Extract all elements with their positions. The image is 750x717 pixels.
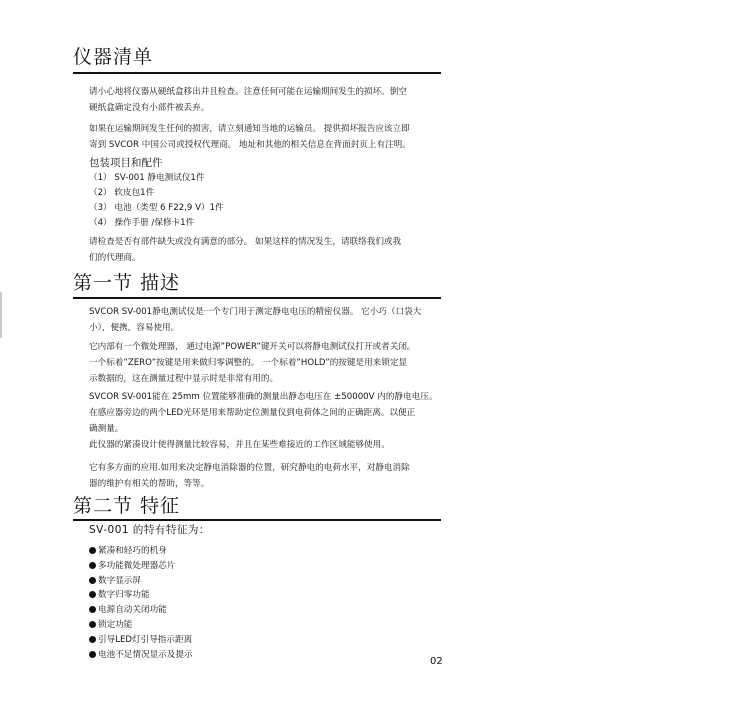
packing-paragraph-2 xyxy=(89,121,446,153)
section-title-packing: 仪器清单 xyxy=(73,46,154,68)
bullet-icon xyxy=(89,651,96,658)
feature-item xyxy=(89,588,389,603)
section-title-description: 第一节 描述 xyxy=(73,272,181,294)
packing-list xyxy=(89,156,446,231)
text-line: 硬纸盒确定没有小部件被丢弃。 xyxy=(89,103,210,113)
packing-list-title: 包装项目和配件 xyxy=(89,157,163,169)
feature-item xyxy=(89,618,389,633)
text-line: 在感应器旁边的两个LED光环是用来帮助定位测量仪到电荷体之间的正确距离。以便正 xyxy=(89,408,416,418)
description-paragraph-5 xyxy=(89,460,446,492)
feature-item xyxy=(89,559,389,574)
feature-item xyxy=(89,574,389,589)
bullet-icon xyxy=(89,591,96,598)
text-line: 寄到 SVCOR 中国公司或授权代理商。 地址和其他的相关信息在背面封页上有注明。 xyxy=(89,140,411,150)
packing-paragraph-1 xyxy=(89,84,446,116)
text-line: 请小心地将仪器从硬纸盒移出并且检查。注意任何可能在运输期间发生的损坏。倒空 xyxy=(89,87,407,97)
list-item: （1） SV-001 静电测试仪1件 xyxy=(89,173,205,183)
feature-text: 电源自动关闭功能 xyxy=(98,605,167,616)
text-line: 们的代理商。 xyxy=(89,253,141,263)
feature-text: 多功能微处理器芯片 xyxy=(98,560,176,571)
bullet-icon xyxy=(89,547,96,554)
text-line: 如果在运输期间发生任何的损害，请立刻通知当地的运输员。 提供损坏报告应该立即 xyxy=(89,124,410,134)
feature-text: 数字显示屏 xyxy=(98,575,141,586)
feature-text: 引导LED灯引导指示距离 xyxy=(98,634,193,645)
feature-text: 电池不足情况显示及提示 xyxy=(98,649,193,660)
feature-item xyxy=(89,648,389,663)
feature-text: 紧凑和轻巧的机身 xyxy=(98,546,167,556)
text-line: SVCOR SV-001能在 25mm 位置能够准确的测量出静态电压在 ±50000V 内的静电电压。 xyxy=(89,392,438,402)
text-line: 它内部有一个微处理器， 通过电源”POWER”键开关可以将静电测试仪打开或者关闭。 xyxy=(89,342,416,352)
text-line: 确测量。 xyxy=(89,424,124,434)
feature-item xyxy=(89,603,389,618)
section-rule xyxy=(73,72,441,74)
text-line: SVCOR SV-001静电测试仪是一个专门用于测定静电电压的精密仪器。 它小巧（口袋大 xyxy=(89,307,422,317)
page-edge-mark xyxy=(0,292,2,338)
page-number: 02 xyxy=(430,656,443,667)
feature-text: 锁定功能 xyxy=(98,619,133,630)
bullet-icon xyxy=(89,577,96,584)
section-title-features: 第二节 特征 xyxy=(73,495,181,517)
text-line: 示数据的，这在测量过程中显示时是非常有用的。 xyxy=(89,374,279,384)
section-rule xyxy=(73,297,441,299)
list-item: （2） 软皮包1件 xyxy=(89,188,155,198)
text-line: 它有多方面的应用.如用来决定静电消除器的位置，研究静电的电荷水平，对静电消除 xyxy=(89,463,410,473)
bullet-icon xyxy=(89,621,96,628)
features-intro: SV-001 的特有特征为： xyxy=(89,524,210,536)
bullet-icon xyxy=(89,562,96,569)
description-paragraph-4 xyxy=(89,437,446,453)
packing-paragraph-3 xyxy=(89,234,446,266)
list-item: （3） 电池（类型 6 F22,9 V）1件 xyxy=(89,203,224,213)
feature-text: 数字归零功能 xyxy=(98,590,150,601)
description-paragraph-3 xyxy=(89,389,446,437)
feature-item xyxy=(89,544,389,559)
text-line: 请检查是否有部件缺失或没有满意的部分。 如果这样的情况发生，请联络我们或我 xyxy=(89,237,402,247)
description-paragraph-1 xyxy=(89,304,446,336)
description-paragraph-2 xyxy=(89,339,446,387)
text-line: 器的维护有相关的帮助，等等。 xyxy=(89,479,210,489)
bullet-icon xyxy=(89,606,96,613)
feature-item xyxy=(89,633,389,648)
bullet-icon xyxy=(89,636,96,643)
list-item: （4） 操作手册 /保修卡1件 xyxy=(89,218,195,228)
text-line: 小），便携，容易使用。 xyxy=(89,323,180,333)
text-line: 一个标着”ZERO”按键是用来做归零调整的。 一个标着”HOLD”的按键是用来锁定显 xyxy=(89,358,408,368)
text-line: 此仪器的紧凑设计使得测量比较容易，并且在某些难接近的工作区域能够使用。 xyxy=(89,440,390,450)
section-rule xyxy=(73,519,441,521)
features-list xyxy=(89,544,389,662)
